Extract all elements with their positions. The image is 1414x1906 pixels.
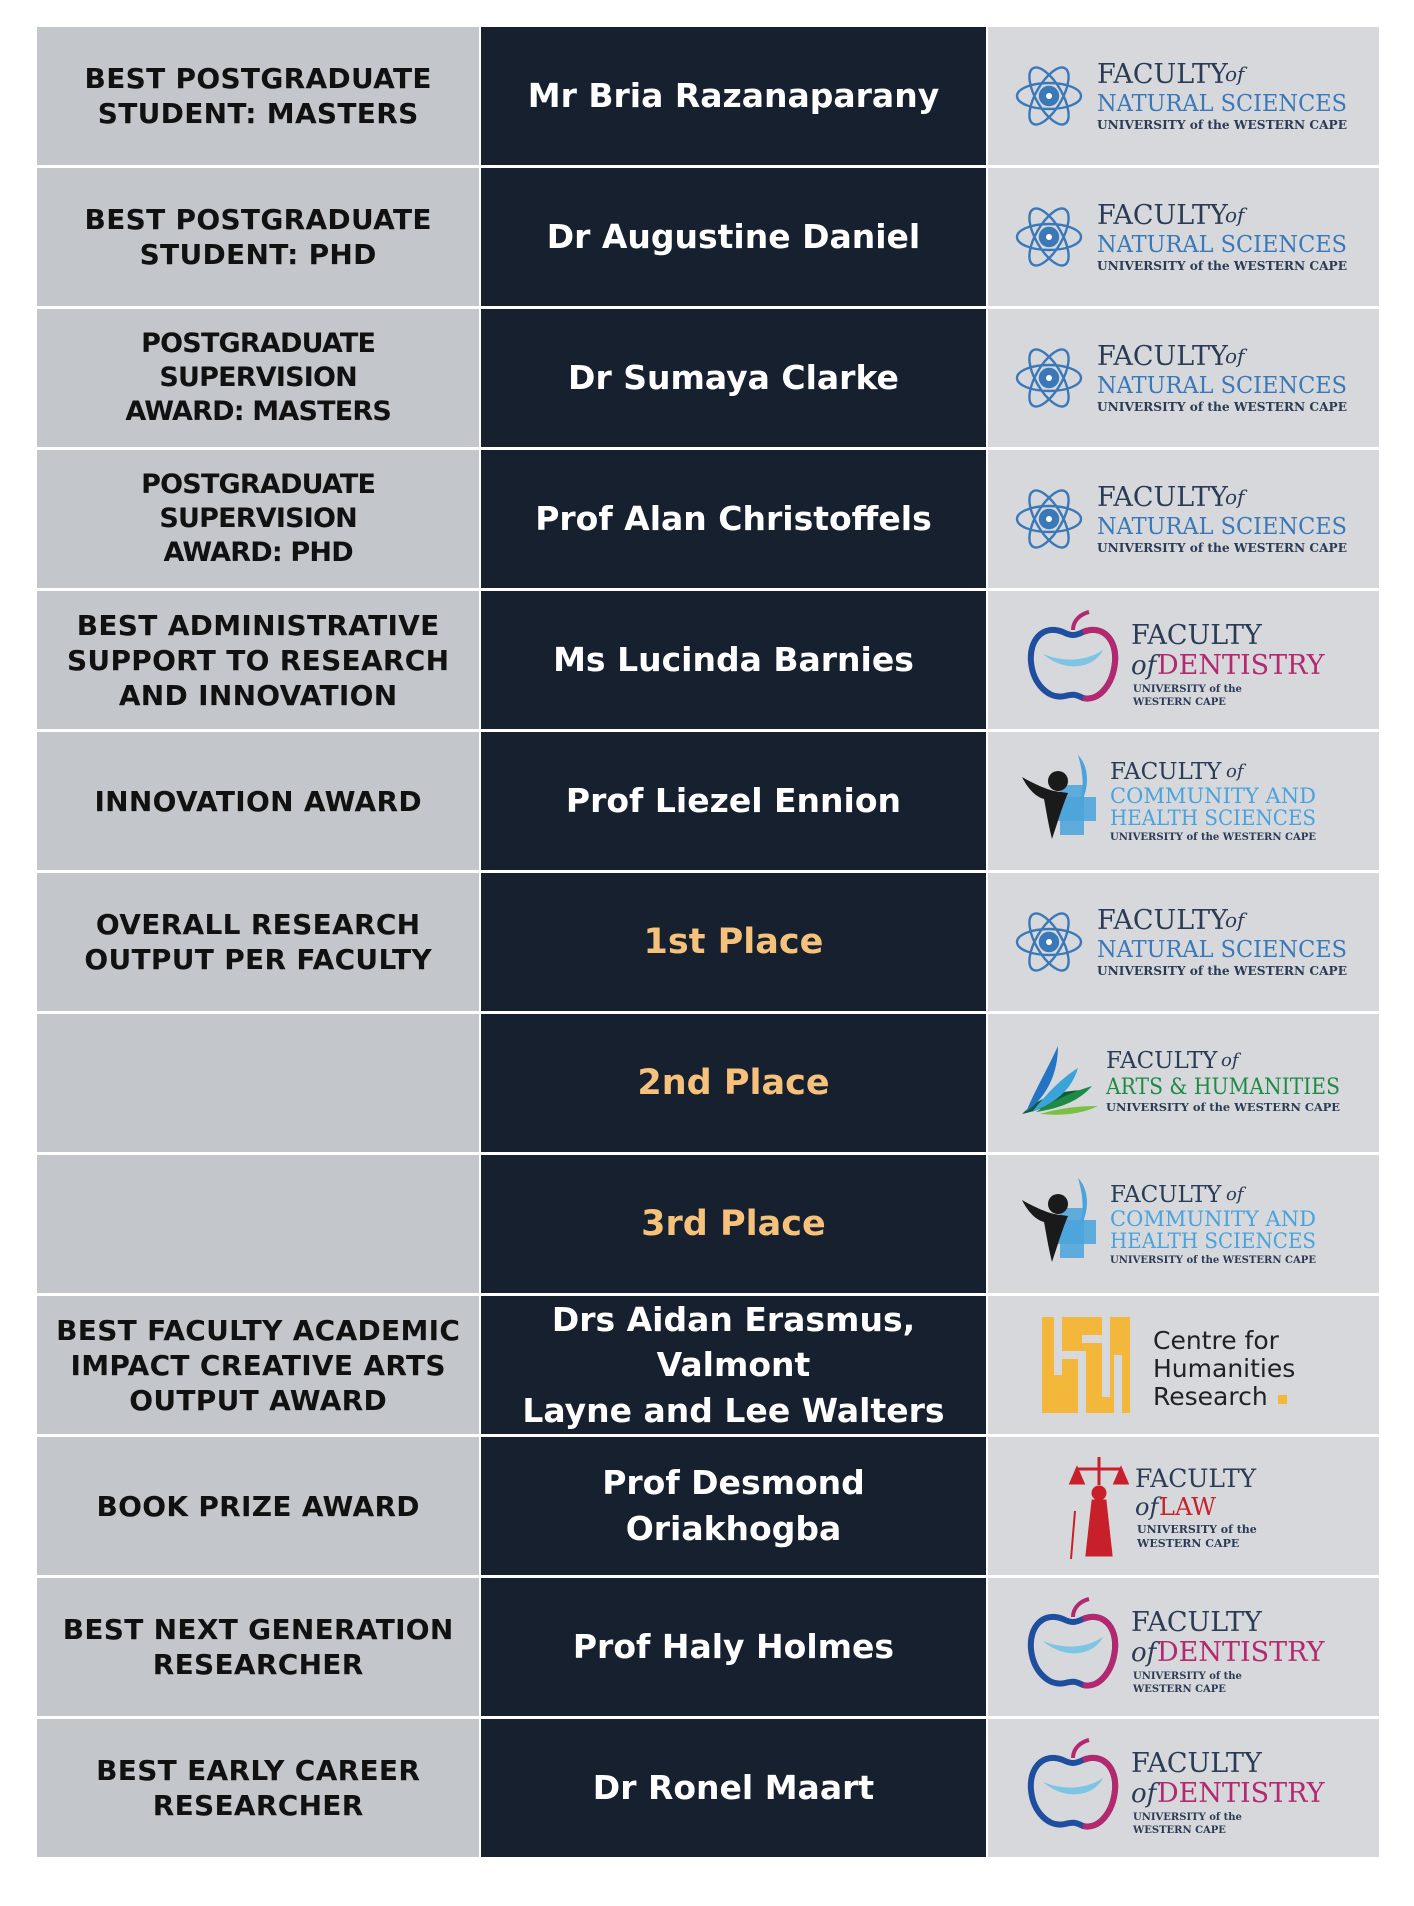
natural-sciences-logo <box>1013 51 1353 141</box>
logo-line-3: UNIVERSITY of the WESTERN CAPE <box>1097 118 1348 132</box>
award-row <box>37 591 1379 729</box>
logo-line-3: UNIVERSITY of the WESTERN CAPE <box>1097 400 1348 414</box>
logo-of: of <box>1225 485 1245 509</box>
award-winner: Prof Alan Christoffels <box>535 499 932 539</box>
natural-sciences-logo <box>1013 474 1353 564</box>
award-category-cell <box>37 1719 479 1857</box>
logo-line-3: UNIVERSITY of the <box>1133 1671 1243 1682</box>
logo-line-4: UNIVERSITY of the WESTERN CAPE <box>1110 1255 1317 1266</box>
award-winner-cell <box>481 309 985 447</box>
community-health-logo <box>1018 751 1348 851</box>
atom-icon <box>1017 485 1081 553</box>
award-category: BEST POSTGRADUATE STUDENT: PHD <box>84 203 432 271</box>
faculty-logo-cell <box>988 1437 1379 1575</box>
award-category: BEST EARLY CAREER RESEARCHER <box>96 1754 421 1822</box>
logo-line-4: WESTERN CAPE <box>1133 697 1227 708</box>
award-row <box>37 1578 1379 1716</box>
logo-of: of <box>1131 1638 1157 1668</box>
award-winner-cell <box>481 450 985 588</box>
logo-line-1: FACULTY <box>1131 620 1263 651</box>
award-winner-cell <box>481 1437 985 1575</box>
award-winner: Ms Lucinda Barnies <box>553 640 914 680</box>
faculty-logo-cell <box>988 450 1379 588</box>
award-winner: Drs Aidan Erasmus, Valmont Layne and Lee Walters <box>522 1299 945 1430</box>
natural-sciences-logo <box>1013 192 1353 282</box>
logo-of: of <box>1225 344 1245 368</box>
dentistry-logo <box>1023 1597 1343 1697</box>
award-row <box>37 1155 1379 1293</box>
logo-of: of <box>1131 651 1157 681</box>
award-winner-cell <box>481 1578 985 1716</box>
atom-icon <box>1017 62 1081 130</box>
award-category-cell <box>37 168 479 306</box>
logo-line-1: FACULTY <box>1097 482 1229 513</box>
award-category: BEST FACULTY ACADEMIC IMPACT CREATIVE ARTS OUTPUT AWARD <box>56 1313 461 1417</box>
faculty-logo-cell <box>988 732 1379 870</box>
logo-line-3: HEALTH SCIENCES <box>1110 1229 1317 1253</box>
award-category: INNOVATION AWARD <box>94 784 422 818</box>
award-winner: Mr Bria Razanaparany <box>527 76 940 116</box>
faculty-logo-cell <box>988 1578 1379 1716</box>
award-category: BEST ADMINISTRATIVE SUPPORT TO RESEARCH AND INNOVATION <box>66 608 450 712</box>
award-category-cell <box>37 591 479 729</box>
arts-humanities-logo <box>1018 1038 1348 1128</box>
award-winner-cell <box>481 732 985 870</box>
logo-line-4: WESTERN CAPE <box>1133 1684 1227 1695</box>
award-winner-cell <box>481 873 985 1011</box>
award-row <box>37 1719 1379 1857</box>
logo-line-1: FACULTY <box>1131 1607 1263 1638</box>
award-category-cell <box>37 309 479 447</box>
award-category-cell <box>37 1578 479 1716</box>
logo-line-2: DENTISTRY <box>1157 1637 1325 1668</box>
law-logo <box>1063 1451 1303 1561</box>
faculty-logo-cell <box>988 27 1379 165</box>
award-category-cell <box>37 27 479 165</box>
logo-line-2: NATURAL SCIENCES <box>1097 91 1348 117</box>
logo-line-3: UNIVERSITY of the <box>1137 1523 1258 1536</box>
award-winner-cell <box>481 1719 985 1857</box>
logo-line-1: Centre for <box>1153 1326 1280 1355</box>
award-row <box>37 27 1379 165</box>
award-row <box>37 1296 1379 1434</box>
award-winner-cell <box>481 1014 985 1152</box>
logo-line-1: FACULTY <box>1097 59 1229 90</box>
logo-line-1: FACULTY <box>1106 1048 1218 1074</box>
centre-humanities-research-logo <box>1038 1315 1328 1415</box>
logo-of: of <box>1135 1493 1159 1521</box>
logo-of: of <box>1225 203 1245 227</box>
award-winner-cell <box>481 1296 985 1434</box>
logo-line-1: FACULTY <box>1097 200 1229 231</box>
logo-line-3: UNIVERSITY of the WESTERN CAPE <box>1097 259 1348 273</box>
award-row <box>37 309 1379 447</box>
logo-line-1: FACULTY <box>1097 341 1229 372</box>
logo-line-2: NATURAL SCIENCES <box>1097 232 1348 258</box>
logo-line-3: UNIVERSITY of the WESTERN CAPE <box>1097 964 1348 978</box>
figure-cross-icon <box>1022 1178 1096 1262</box>
award-winner-cell <box>481 168 985 306</box>
logo-of: of <box>1131 1779 1157 1809</box>
natural-sciences-logo <box>1013 333 1353 423</box>
award-category-cell <box>37 873 479 1011</box>
award-category: OVERALL RESEARCH OUTPUT PER FACULTY <box>84 908 432 976</box>
dentistry-logo <box>1023 610 1343 710</box>
award-winner: 1st Place <box>643 921 824 962</box>
logo-line-2: LAW <box>1159 1493 1217 1521</box>
logo-line-3: Research <box>1153 1382 1268 1411</box>
award-row <box>37 450 1379 588</box>
logo-line-2: NATURAL SCIENCES <box>1097 937 1348 963</box>
atom-icon <box>1017 203 1081 271</box>
award-winner: Dr Ronel Maart <box>592 1768 875 1808</box>
award-category-cell <box>37 450 479 588</box>
dentistry-logo <box>1023 1738 1343 1838</box>
award-winner: 3rd Place <box>641 1203 826 1244</box>
award-winner: Dr Augustine Daniel <box>546 217 921 257</box>
community-health-logo <box>1018 1174 1348 1274</box>
logo-line-3: UNIVERSITY of the WESTERN CAPE <box>1106 1101 1341 1114</box>
logo-of: of <box>1226 1184 1244 1205</box>
logo-of: of <box>1225 62 1245 86</box>
chr-dot <box>1278 1395 1287 1404</box>
award-winner-cell <box>481 591 985 729</box>
logo-line-1: FACULTY <box>1131 1748 1263 1779</box>
logo-line-2: DENTISTRY <box>1157 650 1325 681</box>
logo-line-2: COMMUNITY AND <box>1110 784 1317 808</box>
logo-line-2: NATURAL SCIENCES <box>1097 373 1348 399</box>
award-row <box>37 1437 1379 1575</box>
logo-line-4: WESTERN CAPE <box>1133 1825 1227 1836</box>
logo-line-4: UNIVERSITY of the WESTERN CAPE <box>1110 832 1317 843</box>
logo-line-3: UNIVERSITY of the <box>1133 1812 1243 1823</box>
awards-table <box>37 27 1379 1860</box>
award-category: BEST NEXT GENERATION RESEARCHER <box>62 1613 454 1681</box>
award-row <box>37 168 1379 306</box>
logo-of: of <box>1226 761 1244 782</box>
figure-cross-icon <box>1022 755 1096 839</box>
faculty-logo-cell <box>988 1014 1379 1152</box>
faculty-logo-cell <box>988 1296 1379 1434</box>
natural-sciences-logo <box>1013 897 1353 987</box>
award-category: POSTGRADUATE SUPERVISION AWARD: PHD <box>141 469 376 568</box>
award-winner-cell <box>481 27 985 165</box>
logo-line-3: UNIVERSITY of the <box>1133 684 1243 695</box>
logo-line-3: UNIVERSITY of the WESTERN CAPE <box>1097 541 1348 555</box>
logo-line-1: FACULTY <box>1110 1182 1222 1208</box>
award-winner: Prof Desmond Oriakhogba <box>602 1463 865 1548</box>
faculty-logo-cell <box>988 168 1379 306</box>
logo-line-2: COMMUNITY AND <box>1110 1207 1317 1231</box>
logo-line-2: NATURAL SCIENCES <box>1097 514 1348 540</box>
faculty-logo-cell <box>988 1719 1379 1857</box>
logo-line-1: FACULTY <box>1135 1464 1257 1493</box>
logo-of: of <box>1221 1050 1239 1071</box>
award-winner: Dr Sumaya Clarke <box>568 358 899 398</box>
atom-icon <box>1017 344 1081 412</box>
faculty-logo-cell <box>988 1155 1379 1293</box>
award-category: BOOK PRIZE AWARD <box>96 1489 420 1523</box>
faculty-logo-cell <box>988 591 1379 729</box>
award-row <box>37 873 1379 1011</box>
justice-icon <box>1071 1457 1127 1559</box>
award-category-cell <box>37 1155 479 1293</box>
award-row <box>37 1014 1379 1152</box>
chr-maze-icon <box>1042 1317 1130 1413</box>
logo-line-2: Humanities <box>1153 1354 1296 1383</box>
logo-line-2: DENTISTRY <box>1157 1778 1325 1809</box>
award-category-cell <box>37 732 479 870</box>
logo-line-1: FACULTY <box>1110 759 1222 785</box>
apple-tooth-icon <box>1031 612 1115 699</box>
logo-line-4: WESTERN CAPE <box>1137 1537 1240 1550</box>
apple-tooth-icon <box>1031 1740 1115 1827</box>
award-category-cell <box>37 1014 479 1152</box>
award-winner: Prof Haly Holmes <box>572 1627 895 1667</box>
award-category: BEST POSTGRADUATE STUDENT: MASTERS <box>84 62 432 130</box>
award-row <box>37 732 1379 870</box>
award-winner-cell <box>481 1155 985 1293</box>
award-category-cell <box>37 1437 479 1575</box>
logo-line-2: ARTS & HUMANITIES <box>1105 1075 1341 1100</box>
award-category-cell <box>37 1296 479 1434</box>
logo-line-1: FACULTY <box>1097 905 1229 936</box>
leaves-icon <box>1022 1046 1098 1115</box>
faculty-logo-cell <box>988 309 1379 447</box>
apple-tooth-icon <box>1031 1599 1115 1686</box>
logo-of: of <box>1225 908 1245 932</box>
logo-line-3: HEALTH SCIENCES <box>1110 806 1317 830</box>
faculty-logo-cell <box>988 873 1379 1011</box>
atom-icon <box>1017 908 1081 976</box>
award-category: POSTGRADUATE SUPERVISION AWARD: MASTERS <box>125 328 391 427</box>
award-winner: Prof Liezel Ennion <box>565 781 902 821</box>
award-winner: 2nd Place <box>637 1062 830 1103</box>
